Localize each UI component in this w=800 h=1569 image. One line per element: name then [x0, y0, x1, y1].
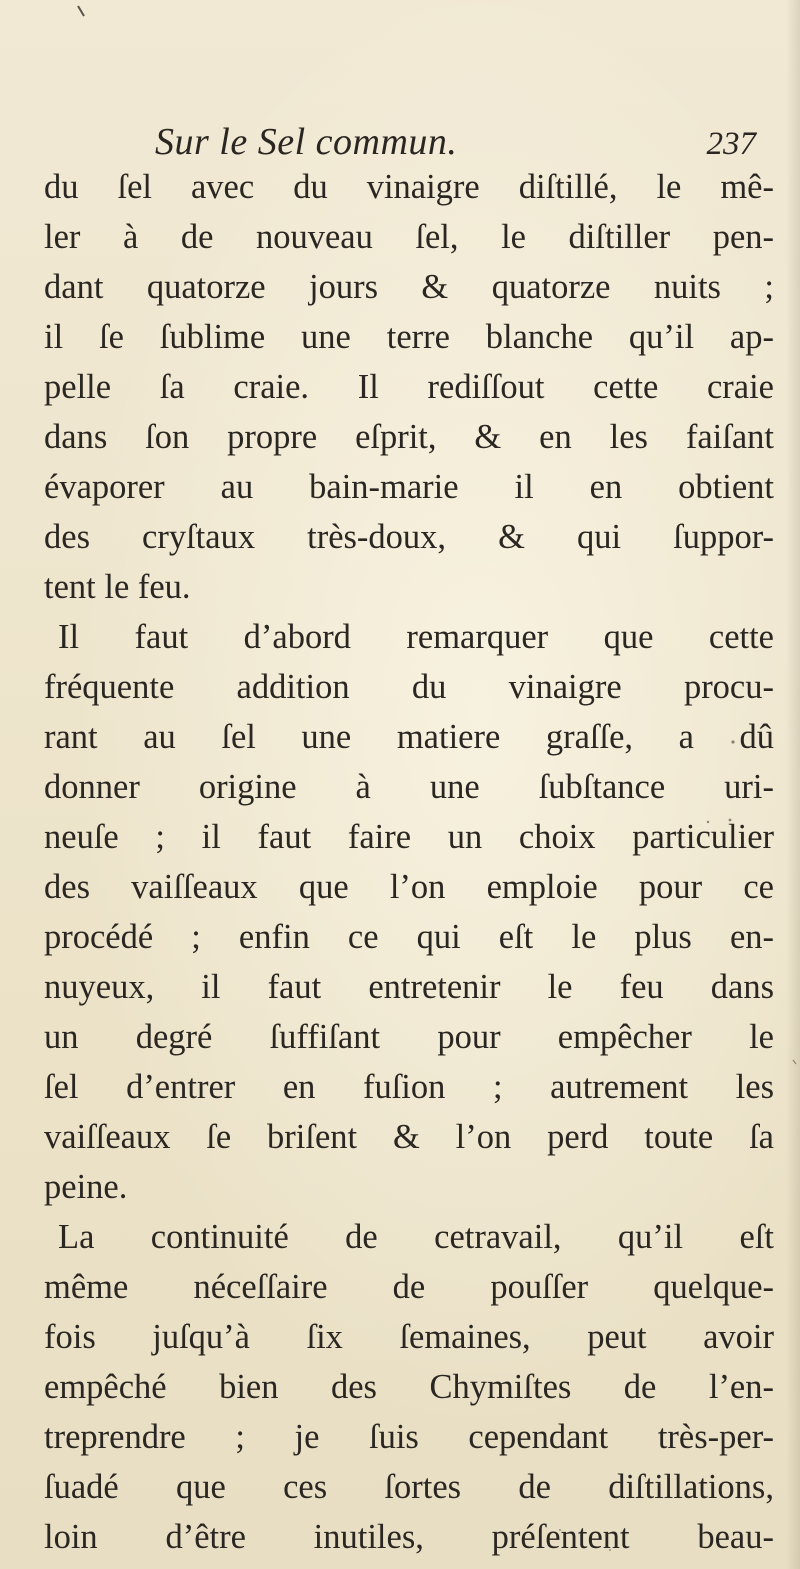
text-line: du ſel avec du vinaigre diſtillé, le mê-: [44, 168, 774, 206]
text-line: empêché bien des Chymiſtes de l’en-: [44, 1368, 774, 1406]
paragraph-start-line: La continuité de cetravail, qu’il eſt: [58, 1218, 774, 1256]
text-line: il ſe ſublime une terre blanche qu’il ap-: [44, 318, 774, 356]
text-line: donner origine à une ſubſtance uri-: [44, 768, 774, 806]
text-line: des cryſtaux très-doux, & qui ſuppor-: [44, 518, 774, 556]
paragraph-start-line: Il faut d’abord remarquer que cette: [58, 618, 774, 656]
text-line: ler à de nouveau ſel, le diſtiller pen-: [44, 218, 774, 256]
text-line: même néceſſaire de pouſſer quelque-: [44, 1268, 774, 1306]
text-line: nuyeux, il faut entretenir le feu dans: [44, 968, 774, 1006]
paragraph-end-line: peine.: [44, 1168, 128, 1206]
text-line: procédé ; enfin ce qui eſt le plus en-: [44, 918, 774, 956]
text-line: vaiſſeaux ſe briſent & l’on perd toute ſa: [44, 1118, 774, 1156]
text-line: fois juſqu’à ſix ſemaines, peut avoir: [44, 1318, 774, 1356]
running-head-title: Sur le Sel commun.: [155, 121, 458, 163]
text-line: rant au ſel une matiere graſſe, a dû: [44, 718, 774, 756]
text-line: pelle ſa craie. Il rediſſout cette craie: [44, 368, 774, 406]
text-line: treprendre ; je ſuis cependant très-per-: [44, 1418, 774, 1456]
text-line: fréquente addition du vinaigre procu-: [44, 668, 774, 706]
text-line: loin d’être inutiles, préſentent beau-: [44, 1518, 774, 1556]
page-edge-shadow: [786, 0, 800, 1569]
text-line: dant quatorze jours & quatorze nuits ;: [44, 268, 774, 306]
text-line: dans ſon propre eſprit, & en les faiſant: [44, 418, 774, 456]
body-text: [44, 162, 774, 1562]
paragraph-end-line: tent le feu.: [44, 568, 191, 606]
text-line: ſuadé que ces ſortes de diſtillations,: [44, 1468, 774, 1506]
text-line: neuſe ; il faut faire un choix particulier: [44, 818, 774, 856]
page-number: 237: [706, 126, 756, 162]
text-line: des vaiſſeaux que l’on emploie pour ce: [44, 868, 774, 906]
text-line: ſel d’entrer en fuſion ; autrement les: [44, 1068, 774, 1106]
text-line: un degré ſuffiſant pour empêcher le: [44, 1018, 774, 1056]
text-line: évaporer au bain-marie il en obtient: [44, 468, 774, 506]
